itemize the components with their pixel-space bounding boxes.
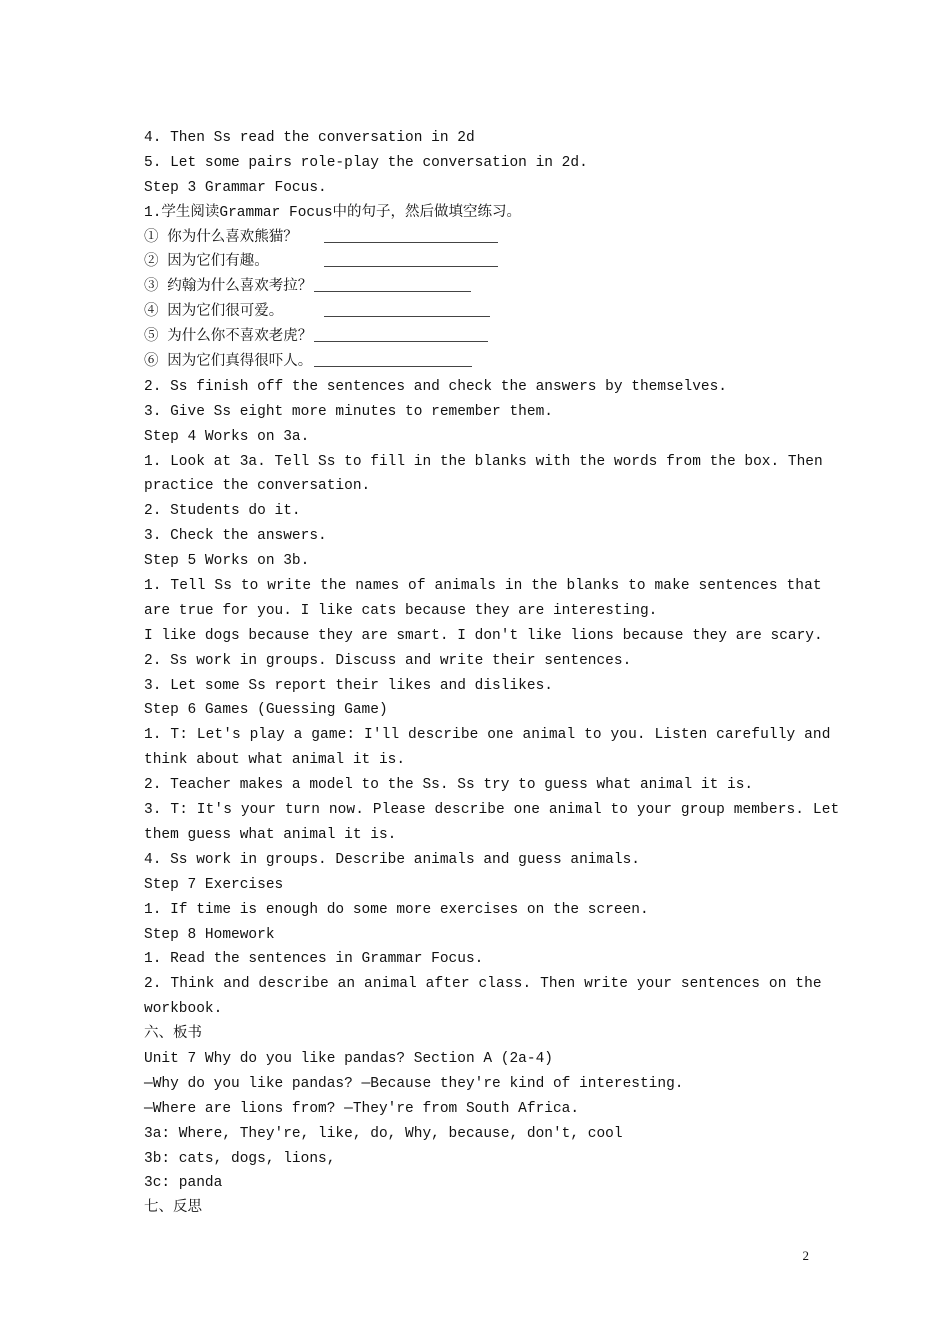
text-line: 1. Look at 3a. Tell Ss to fill in the blanks with the words from the box. Then: [144, 453, 823, 470]
fill-in-prompt: ② 因为它们有趣。: [144, 254, 269, 271]
answer-blank: [314, 352, 472, 367]
text-line: 3. T: It's your turn now. Please describe one animal to your group members. Let: [144, 802, 840, 819]
answer-blank: [314, 277, 471, 292]
text-line: workbook.: [144, 1001, 223, 1018]
step-heading: Step 4 Works on 3a.: [144, 428, 310, 445]
step-heading: Step 8 Homework: [144, 926, 275, 943]
text-line: 1. Read the sentences in Grammar Focus.: [144, 951, 484, 968]
step-heading: Step 5 Works on 3b.: [144, 553, 310, 570]
text-line: 4. Ss work in groups. Describe animals and guess animals.: [144, 851, 640, 868]
text-line: 5. Let some pairs role-play the conversation in 2d.: [144, 154, 588, 171]
text-line: practice the conversation.: [144, 478, 371, 495]
text-line: 2. Teacher makes a model to the Ss. Ss try to guess what animal it is.: [144, 777, 754, 794]
text-line: 3. Let some Ss report their likes and dislikes.: [144, 677, 553, 694]
fill-in-prompt: ① 你为什么喜欢熊猫？: [144, 229, 298, 246]
page-number: 2: [802, 1248, 809, 1263]
text-line: 1.学生阅读Grammar Focus中的句子，然后做填空练习。: [144, 204, 522, 221]
text-line: I like dogs because they are smart. I don't like lions because they are scary.: [144, 627, 823, 644]
answer-blank: [324, 228, 498, 243]
section-heading: 六、板书: [144, 1026, 202, 1043]
answer-blank: [324, 252, 498, 267]
fill-in-item: [144, 250, 808, 275]
text-line: them guess what animal it is.: [144, 826, 397, 843]
text-line: are true for you. I like cats because they are interesting.: [144, 602, 658, 619]
text-line: 3a: Where, They're, like, do, Why, because, don't, cool: [144, 1125, 623, 1142]
fill-in-prompt: ⑥ 因为它们真得很吓人。: [144, 354, 313, 371]
text-line: 4. Then Ss read the conversation in 2d: [144, 130, 475, 146]
text-line: 1. If time is enough do some more exercises on the screen.: [144, 901, 649, 918]
text-line: 2. Think and describe an animal after class. Then write your sentences on the: [144, 976, 822, 993]
text-line: 1. Tell Ss to write the names of animals in the blanks to make sentences that: [144, 578, 822, 595]
text-line: 3. Check the answers.: [144, 528, 327, 545]
document-body: [144, 126, 840, 1221]
text-line: Unit 7 Why do you like pandas? Section A (2a-4): [144, 1050, 553, 1067]
text-line: 1. T: Let's play a game: I'll describe one animal to you. Listen carefully and: [144, 727, 831, 744]
fill-in-prompt: ③ 约翰为什么喜欢考拉？: [144, 279, 313, 296]
text-line: —Why do you like pandas? —Because they're kind of interesting.: [144, 1075, 684, 1092]
answer-blank: [324, 302, 490, 317]
text-line: think about what animal it is.: [144, 752, 406, 769]
step-heading: Step 7 Exercises: [144, 876, 284, 893]
text-line: 3c: panda: [144, 1175, 223, 1192]
fill-in-item: [144, 350, 808, 375]
text-line: 2. Students do it.: [144, 503, 301, 520]
text-line: 2. Ss finish off the sentences and check the answers by themselves.: [144, 378, 727, 395]
answer-blank: [314, 327, 488, 342]
fill-in-item: [144, 226, 808, 251]
fill-in-prompt: ⑤ 为什么你不喜欢老虎？: [144, 329, 313, 346]
step-heading: Step 3 Grammar Focus.: [144, 179, 327, 196]
fill-in-item: [144, 325, 808, 350]
step-heading: Step 6 Games (Guessing Game): [144, 702, 388, 719]
text-line: —Where are lions from? —They're from South Africa.: [144, 1100, 580, 1117]
fill-in-item: [144, 300, 808, 325]
text-line: 3. Give Ss eight more minutes to remember them.: [144, 403, 553, 420]
fill-in-prompt: ④ 因为它们很可爱。: [144, 304, 284, 321]
fill-in-item: [144, 275, 808, 300]
section-heading: 七、反思: [144, 1200, 202, 1217]
text-line: 2. Ss work in groups. Discuss and write their sentences.: [144, 652, 632, 669]
text-line: 3b: cats, dogs, lions,: [144, 1150, 336, 1167]
